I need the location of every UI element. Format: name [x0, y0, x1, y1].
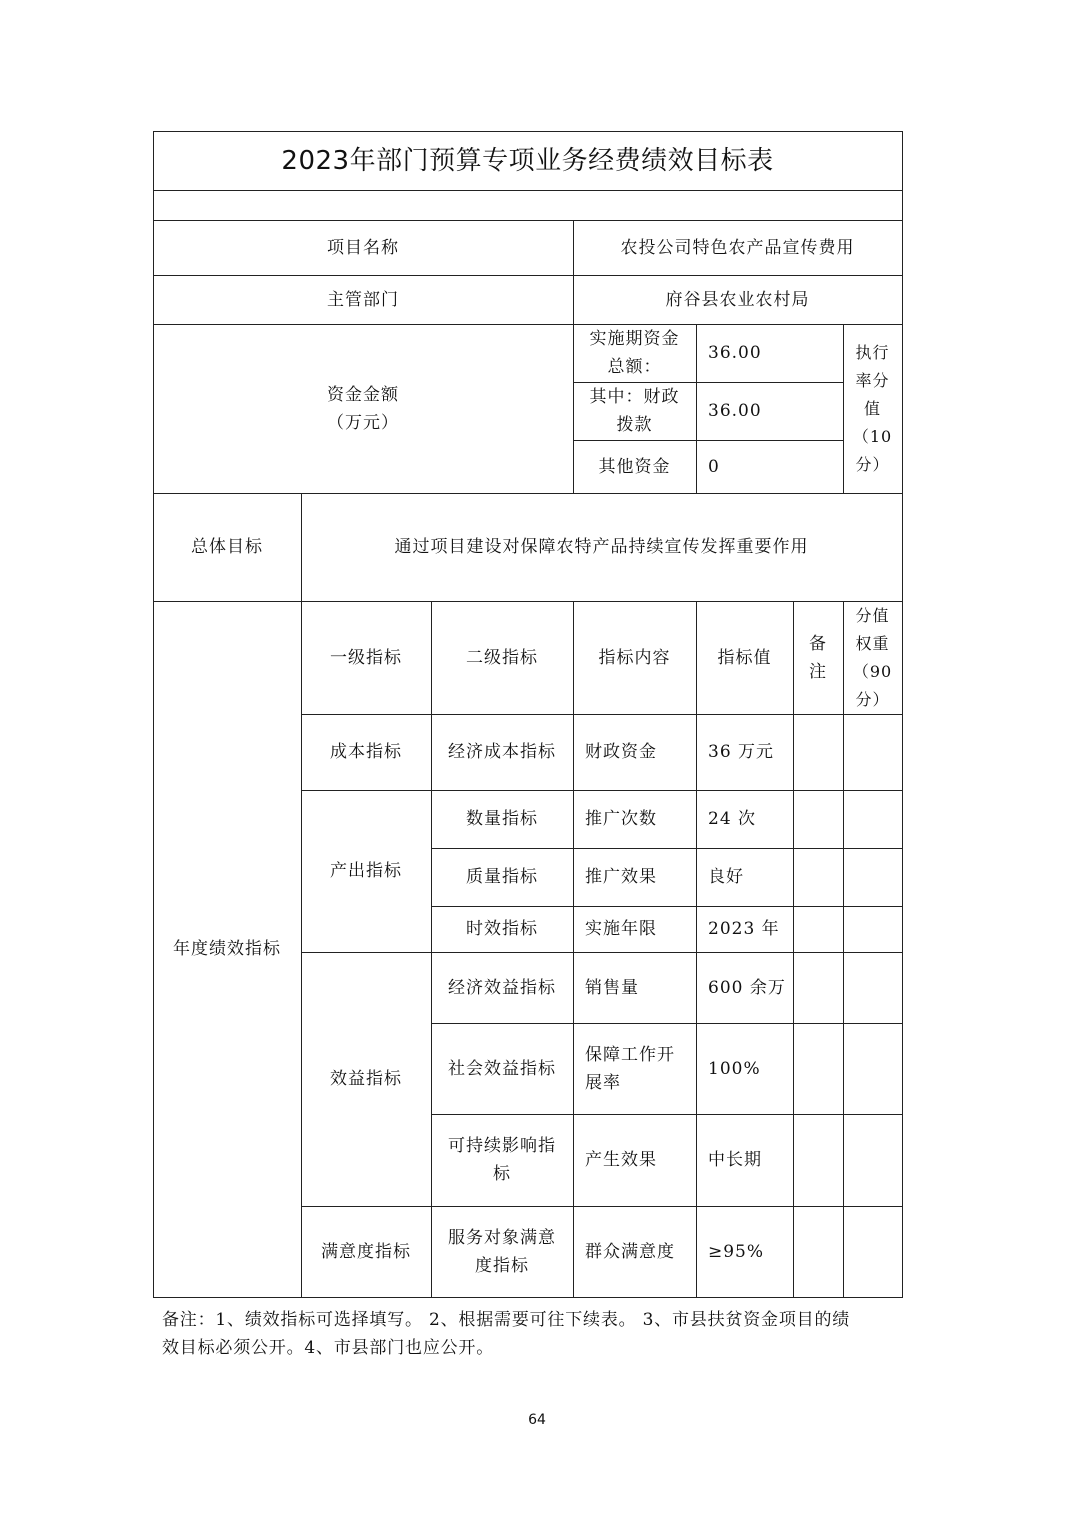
- benefit-value-sustainable: 中长期: [708, 1150, 762, 1170]
- funds-fiscal-label: 其中：财政 拨款: [589, 387, 680, 435]
- output-content-quantity: 推广次数: [585, 809, 657, 829]
- cost-label: 成本指标: [330, 742, 402, 762]
- header-content: 指标内容: [598, 647, 671, 668]
- benefit-value-economic: 600 余万: [708, 977, 786, 998]
- satisfaction-level2: 服务对象满意 度指标: [448, 1227, 556, 1276]
- benefit-level2-sustainable: 可持续影响指 标: [448, 1136, 556, 1184]
- output-content-quality: 推广效果: [585, 867, 657, 887]
- benefit-content-social: 保障工作开 展率: [585, 1044, 675, 1093]
- grid-line-horizontal: [153, 190, 903, 191]
- header-value: 指标值: [717, 647, 772, 668]
- funds-total-value: 36.00: [708, 343, 762, 363]
- dept-label: 主管部门: [327, 289, 399, 310]
- funds-other-value: 0: [708, 456, 720, 477]
- cost-value: 36 万元: [708, 742, 775, 762]
- header-level1: 一级指标: [330, 647, 402, 668]
- funds-other-label: 其他资金: [598, 456, 671, 477]
- output-level2-timeliness: 时效指标: [466, 919, 538, 939]
- benefit-value-social: 100%: [708, 1058, 761, 1079]
- funds-rate-label: 执行 率分 值 （10 分）: [852, 342, 893, 474]
- footnote: 备注：1、绩效指标可选择填写。 2、根据需要可往下续表。 3、市县扶贫资金项目的绩效目标必须公开。4、市县部门也应公开。: [162, 1310, 851, 1358]
- benefit-level2-social: 社会效益指标: [448, 1058, 556, 1079]
- output-value-quantity: 24 次: [708, 809, 757, 829]
- funds-label: 资金金额 （万元）: [327, 384, 399, 433]
- table-title: 2023年部门预算专项业务经费绩效目标表: [281, 145, 774, 176]
- page-number: 64: [528, 1412, 546, 1428]
- benefit-content-economic: 销售量: [585, 977, 639, 998]
- benefit-level2-economic: 经济效益指标: [448, 977, 556, 998]
- output-value-quality: 良好: [708, 867, 744, 887]
- annual-indicators-label: 年度绩效指标: [173, 939, 281, 959]
- goal-value: 通过项目建设对保障农特产品持续宣传发挥重要作用: [394, 537, 809, 557]
- output-content-timeliness: 实施年限: [585, 919, 657, 939]
- header-weight: 分值 权重 （90 分）: [852, 605, 893, 709]
- header-level2: 二级指标: [466, 647, 538, 668]
- benefit-label: 效益指标: [330, 1069, 402, 1089]
- grid-line-vertical: [902, 131, 903, 1298]
- output-level2-quantity: 数量指标: [466, 809, 538, 829]
- grid-line-horizontal: [153, 1297, 903, 1298]
- output-level2-quality: 质量指标: [466, 867, 538, 887]
- satisfaction-label: 满意度指标: [321, 1241, 411, 1262]
- header-remark: 备 注: [809, 633, 827, 682]
- satisfaction-value: ≥95%: [708, 1241, 765, 1262]
- project-name-value: 农投公司特色农产品宣传费用: [620, 237, 855, 258]
- cost-level2: 经济成本指标: [448, 742, 556, 762]
- funds-fiscal-value: 36.00: [708, 401, 762, 421]
- output-value-timeliness: 2023 年: [708, 919, 780, 939]
- project-name-label: 项目名称: [327, 237, 399, 258]
- goal-label: 总体目标: [191, 537, 263, 557]
- output-label: 产出指标: [330, 861, 402, 881]
- benefit-content-sustainable: 产生效果: [585, 1150, 657, 1170]
- cost-content: 财政资金: [585, 742, 657, 762]
- funds-total-label: 实施期资金 总额：: [589, 329, 680, 377]
- dept-value: 府谷县农业农村局: [665, 289, 810, 310]
- satisfaction-content: 群众满意度: [585, 1241, 675, 1262]
